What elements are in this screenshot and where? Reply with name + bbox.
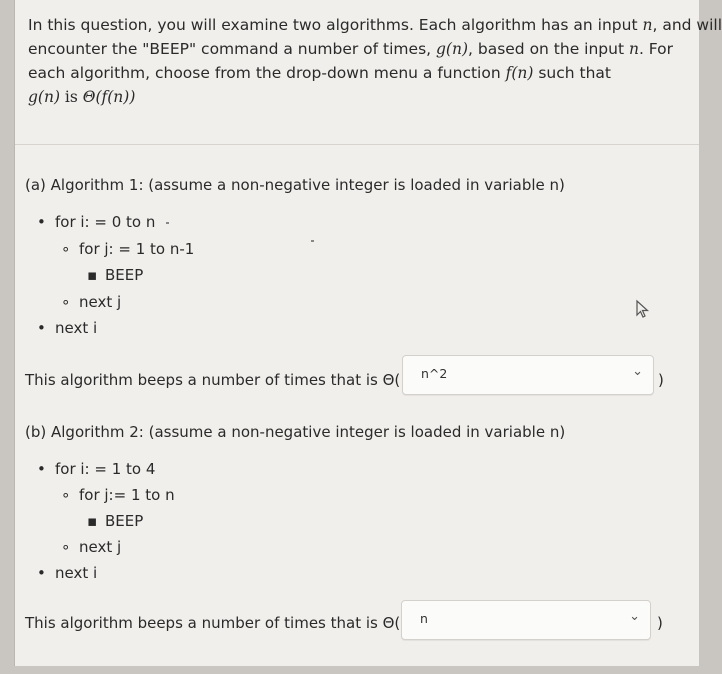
intro-text: , based on the input	[468, 40, 629, 58]
bullet-icon: ▪	[87, 266, 98, 284]
code-text: next j	[79, 293, 122, 311]
bullet-icon: •	[37, 213, 46, 231]
bullet-icon: ∘	[61, 486, 71, 504]
code-line	[61, 293, 121, 311]
intro-line-1	[28, 13, 722, 37]
intro-text: . For	[638, 40, 674, 58]
code-line	[87, 266, 143, 284]
close-paren: )	[657, 614, 663, 632]
bullet-icon: ▪	[87, 512, 98, 530]
code-line	[37, 564, 97, 582]
code-line	[37, 213, 155, 231]
bullet-icon: ∘	[61, 240, 71, 258]
math-n: n	[642, 16, 653, 34]
bullet-icon: •	[37, 319, 46, 337]
mouse-pointer-icon	[635, 300, 651, 322]
code-text: next i	[55, 564, 98, 582]
code-text: for i: = 0 to n	[55, 213, 156, 231]
code-text: next j	[79, 538, 122, 556]
bullet-icon: •	[37, 564, 46, 582]
code-text: for i: = 1 to 4	[55, 460, 156, 478]
code-text: BEEP	[105, 512, 144, 530]
bullet-icon: ∘	[61, 538, 71, 556]
intro-text: such that	[533, 64, 611, 82]
chevron-down-icon: ⌄	[629, 609, 640, 624]
dropdown-value: n	[420, 611, 428, 626]
speck	[166, 222, 169, 224]
part-b-dropdown[interactable]	[401, 600, 651, 640]
close-paren: )	[658, 371, 664, 389]
bullet-icon: •	[37, 460, 46, 478]
code-line	[61, 240, 194, 258]
math-theta-f-of-n: Θ(f(n))	[82, 88, 136, 106]
code-line	[61, 538, 121, 556]
intro-line-4	[28, 85, 693, 109]
question-intro	[28, 13, 722, 109]
code-text: next i	[55, 319, 98, 337]
speck	[311, 240, 314, 242]
bullet-icon: ∘	[61, 293, 71, 311]
math-g-of-n: g(n)	[436, 40, 468, 58]
code-line	[37, 319, 97, 337]
intro-line-3	[28, 61, 693, 85]
part-a-dropdown[interactable]	[402, 355, 654, 395]
section-divider	[15, 144, 699, 145]
code-line	[87, 512, 143, 530]
code-text: for j: = 1 to n-1	[79, 240, 195, 258]
intro-text: encounter the "BEEP" command a number of times,	[28, 40, 436, 58]
math-n: n	[628, 40, 639, 58]
part-b-sentence: This algorithm beeps a number of times that is Θ(	[25, 614, 401, 632]
intro-text: each algorithm, choose from the drop-down menu a function	[28, 64, 506, 82]
intro-line-2	[28, 37, 693, 61]
code-text: for j:= 1 to n	[79, 486, 175, 504]
question-panel	[14, 0, 722, 666]
chevron-down-icon: ⌄	[632, 364, 643, 379]
math-g-of-n: g(n)	[28, 88, 60, 106]
part-a-sentence: This algorithm beeps a number of times that is Θ(	[25, 371, 401, 389]
math-is: is	[60, 88, 83, 106]
part-b-label: (b) Algorithm 2: (assume a non-negative integer is loaded in variable n)	[25, 423, 566, 441]
intro-text: , and will	[652, 16, 722, 34]
part-a-label: (a) Algorithm 1: (assume a non-negative integer is loaded in variable n)	[25, 176, 565, 194]
math-f-of-n: f(n)	[505, 64, 534, 82]
code-text: BEEP	[105, 266, 144, 284]
intro-text: In this question, you will examine two algorithms. Each algorithm has an input	[28, 16, 643, 34]
dropdown-value: n^2	[421, 366, 448, 381]
code-line	[61, 486, 175, 504]
code-line	[37, 460, 155, 478]
